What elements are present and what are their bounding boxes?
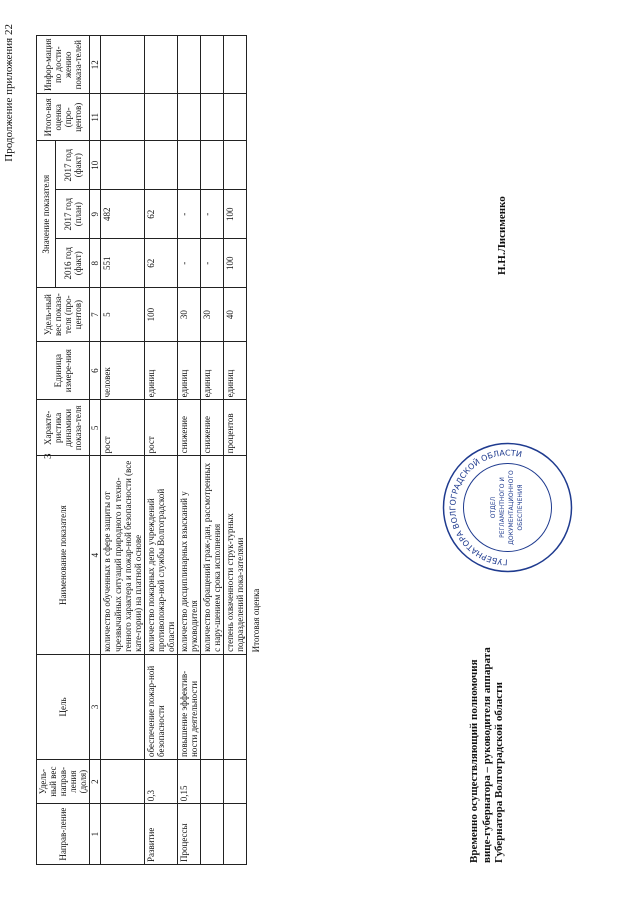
cell-2017-fact xyxy=(101,141,144,190)
header-indicator-name: Наименование показателя xyxy=(37,456,90,654)
column-number: 10 xyxy=(90,141,101,190)
header-unit: Единица измере-ния xyxy=(37,341,90,399)
cell-goal xyxy=(224,654,247,759)
cell-info xyxy=(178,36,201,94)
cell-direction-weight xyxy=(224,759,247,803)
cell-unit: единиц xyxy=(201,341,224,399)
header-final-score: Итого-вая оценка (про-центов) xyxy=(37,94,90,141)
cell-direction: Развитие xyxy=(144,804,177,865)
cell-indicator-weight: 30 xyxy=(201,288,224,342)
signature-name: Н.Н.Лисименко xyxy=(496,196,508,275)
column-number: 9 xyxy=(90,190,101,239)
cell-goal xyxy=(201,654,224,759)
column-number: 5 xyxy=(90,400,101,456)
cell-indicator: количество обращений граж-дан, рассмотренных с нару-шением срока исполнения xyxy=(201,456,224,654)
signatory-line: Временно осуществляющий полномочия xyxy=(468,659,480,863)
cell-unit: человек xyxy=(101,341,144,399)
stamp-outer-text: ГУБЕРНАТОРА ВОЛГОГРАДСКОЙ ОБЛАСТИ xyxy=(448,448,523,567)
page-number: 3 xyxy=(42,453,54,459)
header-indicator-weight: Удель-ный вес показа-теля (про-центов) xyxy=(37,288,90,342)
cell-info xyxy=(201,36,224,94)
cell-score xyxy=(178,94,201,141)
cell-goal: обеспечение пожар-ной безопасности xyxy=(144,654,177,759)
cell-score xyxy=(101,94,144,141)
cell-direction-weight xyxy=(201,759,224,803)
header-2017-plan: 2017 год (план) xyxy=(56,190,90,239)
cell-direction xyxy=(201,804,224,865)
official-stamp xyxy=(440,440,575,575)
cell-dynamics: рост xyxy=(101,400,144,456)
header-info: Инфор-мация по дости-жению показа-телей xyxy=(37,36,90,94)
column-number: 11 xyxy=(90,94,101,141)
table-row xyxy=(178,36,201,865)
table-row xyxy=(201,36,224,865)
cell-indicator-weight: 100 xyxy=(144,288,177,342)
cell-dynamics: рост xyxy=(144,400,177,456)
cell-indicator-weight: 5 xyxy=(101,288,144,342)
cell-dynamics: процентов xyxy=(224,400,247,456)
header-value-group: Значение показателя xyxy=(37,141,56,288)
cell-2016: - xyxy=(178,239,201,288)
cell-2017-plan: 482 xyxy=(101,190,144,239)
cell-2017-plan: 62 xyxy=(144,190,177,239)
cell-indicator: количество пожарных депо учреждений противопожар-ной службы Волгоградской области xyxy=(144,456,177,654)
cell-2016: 100 xyxy=(224,239,247,288)
cell-info xyxy=(101,36,144,94)
cell-direction xyxy=(224,804,247,865)
cell-unit: единиц xyxy=(144,341,177,399)
column-number: 3 xyxy=(90,654,101,759)
cell-2016: 62 xyxy=(144,239,177,288)
total-row xyxy=(247,36,263,865)
signatory-line: Губернатора Волгоградской области xyxy=(493,682,506,863)
cell-goal xyxy=(101,654,144,759)
stamp-center-line: ДОКУМЕНТАЦИОННОГО xyxy=(508,470,515,545)
header-2017-fact: 2017 год (факт) xyxy=(56,141,90,190)
cell-2016: - xyxy=(201,239,224,288)
cell-direction-weight: 0,15 xyxy=(178,759,201,803)
cell-score xyxy=(201,94,224,141)
cell-2017-fact xyxy=(178,141,201,190)
header-direction: Направ-ление xyxy=(37,804,90,865)
appendix-caption: Продолжение приложения 22 xyxy=(3,24,15,162)
cell-2017-plan: 100 xyxy=(224,190,247,239)
column-number: 7 xyxy=(90,288,101,342)
cell-indicator: степень охваченности струк-турных подразделений пока-зателями xyxy=(224,456,247,654)
cell-direction xyxy=(101,804,144,865)
header-2016-fact: 2016 год (факт) xyxy=(56,239,90,288)
signatory-line: вице-губернатора – руководителя аппарата xyxy=(480,647,493,863)
column-number: 4 xyxy=(90,456,101,654)
column-number: 12 xyxy=(90,36,101,94)
stamp-center-line: РЕГЛАМЕНТНОГО И xyxy=(499,477,506,538)
total-label: Итоговая оценка xyxy=(251,588,262,653)
column-number: 1 xyxy=(90,804,101,865)
cell-indicator-weight: 40 xyxy=(224,288,247,342)
stamp-center-line: ОТДЕЛ xyxy=(490,496,497,519)
table-row xyxy=(101,36,144,865)
cell-2017-fact xyxy=(144,141,177,190)
cell-indicator: количество обученных в сфере защиты от чрезвычайных ситуаций природного и техно-генного характера и пожар-ной безопасности (все кате-гории) на платной основе xyxy=(101,456,144,654)
stamp-center-line: ОБЕСПЕЧЕНИЯ xyxy=(517,484,524,531)
column-number: 8 xyxy=(90,239,101,288)
header-goal: Цель xyxy=(37,654,90,759)
column-number: 2 xyxy=(90,759,101,803)
header-direction-weight: Удель-ный вес направ-ления (доля) xyxy=(37,759,90,803)
cell-dynamics: снижение xyxy=(178,400,201,456)
cell-score xyxy=(224,94,247,141)
header-row xyxy=(37,36,56,865)
cell-2017-plan: - xyxy=(178,190,201,239)
cell-2017-plan: - xyxy=(201,190,224,239)
cell-goal: повышение эффектив-ности деятельности xyxy=(178,654,201,759)
cell-2017-fact xyxy=(224,141,247,190)
cell-2016: 551 xyxy=(101,239,144,288)
cell-info xyxy=(224,36,247,94)
cell-dynamics: снижение xyxy=(201,400,224,456)
cell-unit: единиц xyxy=(224,341,247,399)
column-number-row xyxy=(90,36,101,865)
table-row xyxy=(224,36,247,865)
signatory-block xyxy=(468,647,506,863)
cell-info xyxy=(144,36,177,94)
cell-direction-weight: 0,3 xyxy=(144,759,177,803)
cell-direction: Процессы xyxy=(178,804,201,865)
cell-unit: единиц xyxy=(178,341,201,399)
column-number: 6 xyxy=(90,341,101,399)
table-row xyxy=(144,36,177,865)
cell-indicator: количество дисциплинарных взысканий у руководителя xyxy=(178,456,201,654)
cell-indicator-weight: 30 xyxy=(178,288,201,342)
header-dynamics: Характе-ристика динамики показа-теля xyxy=(37,400,90,456)
indicators-table xyxy=(36,35,263,865)
cell-2017-fact xyxy=(201,141,224,190)
cell-score xyxy=(144,94,177,141)
cell-direction-weight xyxy=(101,759,144,803)
